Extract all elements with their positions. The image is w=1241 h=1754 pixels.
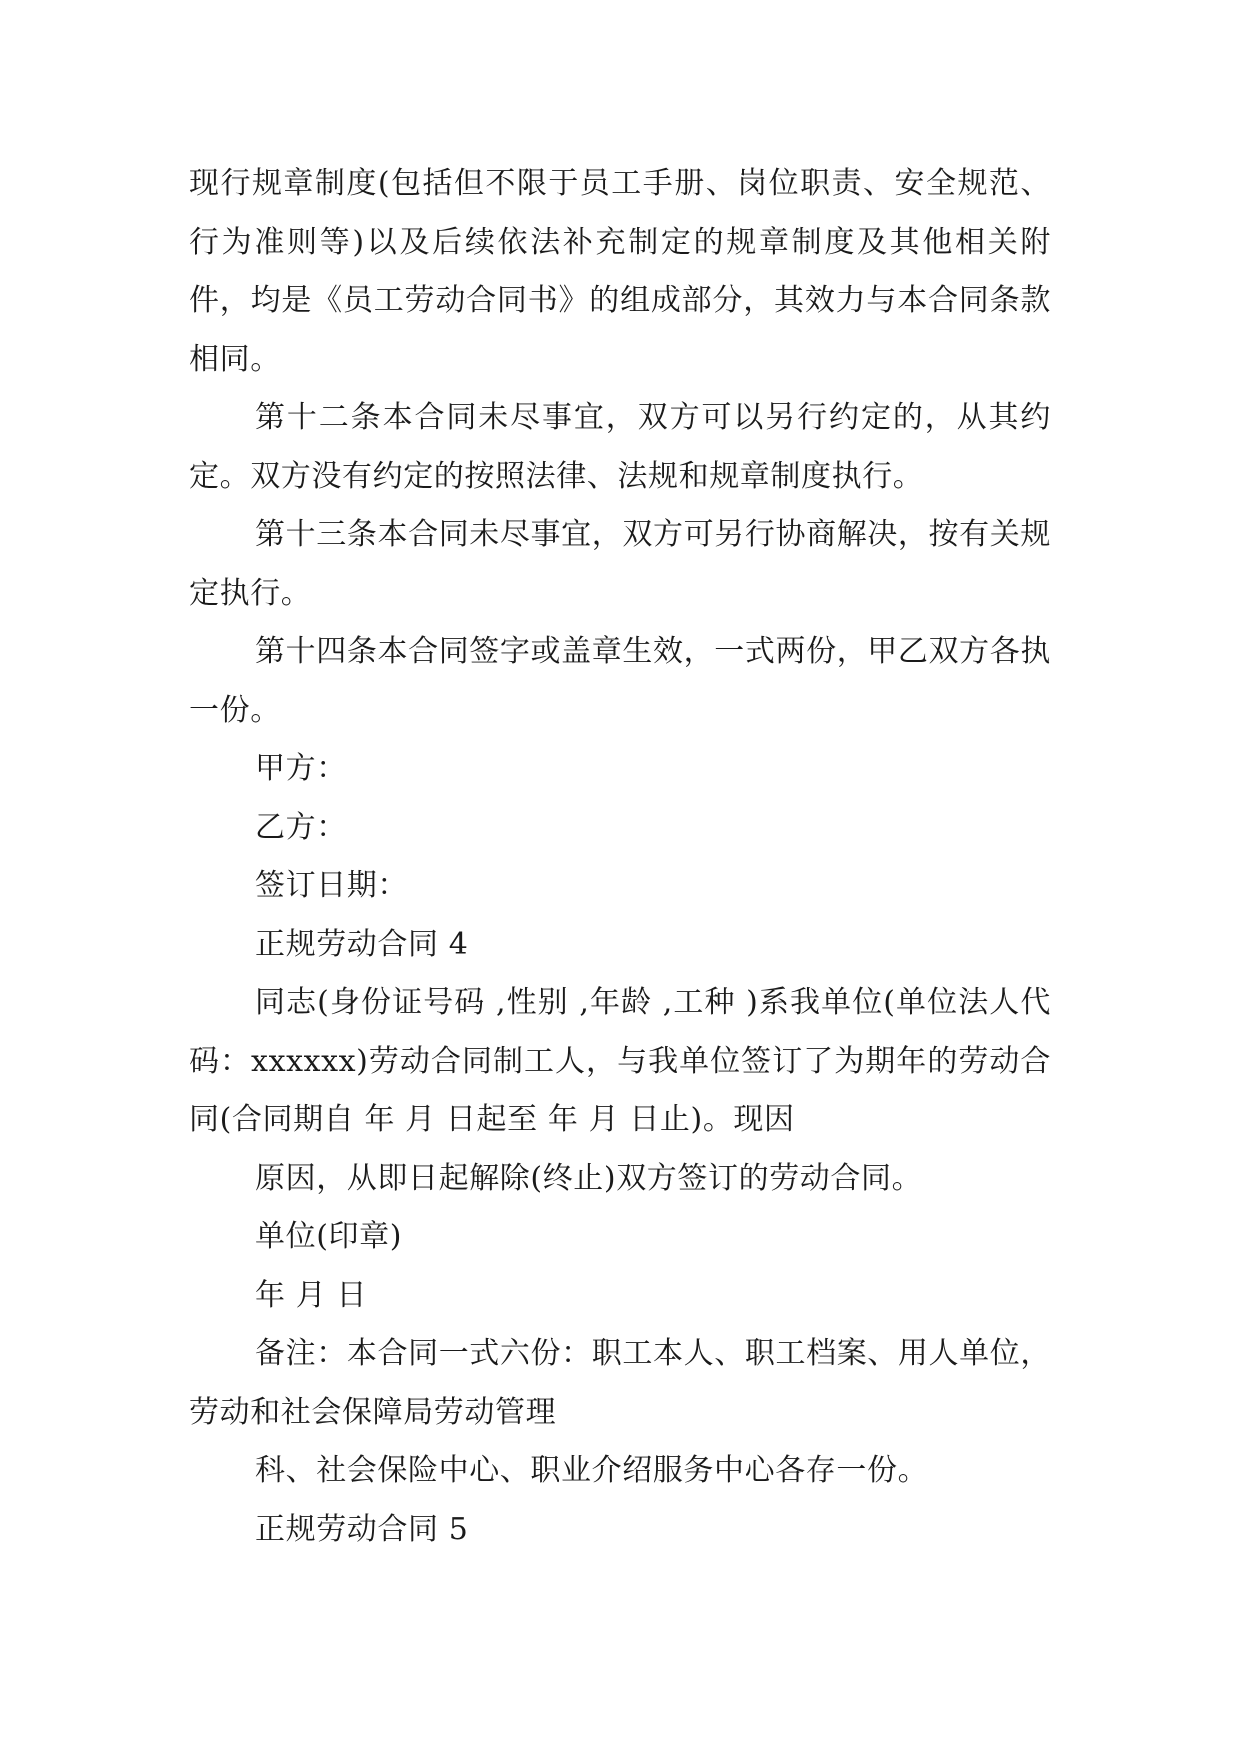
paragraph-termination-notice: 同志(身份证号码 ,性别 ,年龄 ,工种 )系我单位(单位法人代码：xxxxxx)劳动合同制工人，与我单位签订了为期年的劳动合同(合同期自 年 月 日起至 年 月 日止)。现因 bbox=[189, 985, 1051, 1137]
paragraph-remarks: 备注：本合同一式六份：职工本人、职工档案、用人单位，劳动和社会保障局劳动管理 bbox=[189, 1336, 1051, 1430]
party-b-label: 乙方： bbox=[255, 809, 347, 845]
paragraph-article-13: 第十三条本合同未尽事宜，双方可另行协商解决，按有关规定执行。 bbox=[189, 517, 1051, 611]
company-seal-label: 单位(印章) bbox=[255, 1219, 403, 1254]
date-placeholder: 年 月 日 bbox=[255, 1277, 368, 1313]
paragraph-remarks-continued: 科、社会保险中心、职业介绍服务中心各存一份。 bbox=[255, 1453, 929, 1488]
paragraph-article-12: 第十二条本合同未尽事宜，双方可以另行约定的，从其约定。双方没有约定的按照法律、法规和规章制度执行。 bbox=[189, 400, 1051, 494]
section-heading-contract-4: 正规劳动合同 4 bbox=[255, 926, 469, 962]
paragraph-article-14: 第十四条本合同签字或盖章生效，一式两份，甲乙双方各执一份。 bbox=[189, 634, 1051, 728]
signing-date-label: 签订日期： bbox=[255, 868, 408, 903]
paragraph-termination-reason: 原因，从即日起解除(终止)双方签订的劳动合同。 bbox=[255, 1160, 923, 1196]
paragraph-regulations-continued: 现行规章制度(包括但不限于员工手册、岗位职责、安全规范、行为准则等)以及后续依法补充制定的规章制度及其他相关附件，均是《员工劳动合同书》的组成部分，其效力与本合同条款相同。 bbox=[189, 166, 1051, 377]
document-body bbox=[189, 155, 1051, 1559]
party-a-label: 甲方： bbox=[255, 751, 347, 786]
section-heading-contract-5: 正规劳动合同 5 bbox=[255, 1511, 469, 1547]
